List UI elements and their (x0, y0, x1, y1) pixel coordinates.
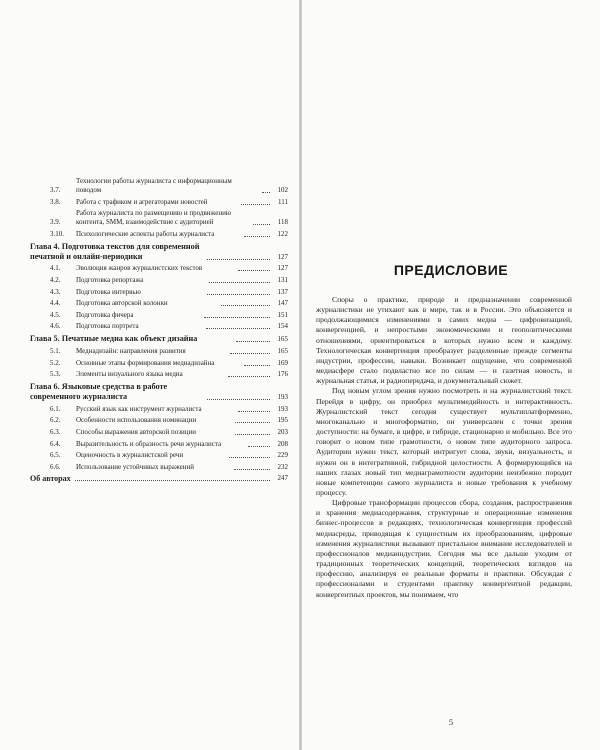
toc-row-page: 122 (277, 229, 288, 238)
table-of-contents (30, 177, 288, 486)
toc-row-number: 4.4. (50, 299, 61, 308)
chapter-title: Глава 5. Печатные медиа как объект дизайна (30, 334, 198, 344)
toc-row-page: 131 (277, 275, 288, 284)
toc-row[interactable] (30, 322, 288, 331)
right-page (302, 0, 600, 750)
toc-row[interactable] (30, 299, 288, 308)
toc-row-title: Использование устойчивых выражений (76, 462, 194, 471)
toc-row[interactable] (30, 451, 288, 460)
chapter-title: Глава 6. Языковые средства в работе современного журналиста (30, 382, 168, 402)
toc-row-title: Русский язык как инструмент журналиста (76, 404, 202, 413)
toc-row[interactable] (30, 276, 288, 285)
toc-row-title: Медиадизайн: направления развития (76, 346, 186, 355)
preface-paragraph: Под новым углом зрения нужно посмотреть и на журналистский текст. Перейдя в цифру, он приобрел мультимедийность и интерактивность. Журналистский текст сегодня существует мультиплатформенно, многоканально и многоформатно, он универсален с точки зрения доступности: на бумаге, в цифре, в гибриде, стационарно и мобильно. Все это говорит о новом типе грамотности, о новом типе аудиторного запроса. Аудитории нужен текст, который интригует слова, звуки, визуальность, и нужен он в интегративной, гибридной целостности. А формирующийся на наших глазах новый тип медиаграмотности аудитории неизбежно породит новые компетенции самого журналиста и новые требования к учебному процессу. (316, 386, 572, 497)
toc-row-title: Технологии работы журналиста с информационным поводом (76, 177, 232, 194)
toc-row-title: Выразительность и образность речи журналиста (76, 439, 222, 448)
toc-row[interactable] (30, 440, 288, 449)
toc-row-title: Работа с трафиком и агрегаторами новостей (76, 197, 208, 206)
toc-row-title: Подготовка авторской колонки (76, 299, 168, 308)
toc-row[interactable] (30, 230, 288, 239)
toc-row-number: 6.6. (50, 462, 61, 471)
toc-row-number: 4.5. (50, 310, 61, 319)
chapter-title: Глава 4. Подготовка текстов для современной печатной и онлайн-периодики (30, 241, 200, 261)
toc-row-number: 6.5. (50, 451, 61, 460)
toc-row-title: Элементы визуального языка медиа (76, 370, 183, 379)
toc-row-page: 195 (277, 416, 288, 425)
toc-row-number: 3.8. (50, 197, 61, 206)
toc-chapter-5[interactable] (30, 334, 288, 344)
toc-row-title: Подготовка фичера (76, 310, 134, 319)
toc-row[interactable] (30, 416, 288, 425)
toc-row-title: Работа журналиста по размещению и продвижению контента, SMM, взаимодействие с аудиторией (76, 209, 232, 227)
toc-row-page: 193 (277, 404, 288, 413)
toc-row-number: 4.1. (50, 264, 61, 273)
toc-row-number: 5.3. (50, 370, 61, 379)
toc-row-number: 5.2. (50, 358, 61, 367)
preface-paragraph: Цифровые трансформации процессов сбора, создания, распространения и хранения медиасодержания, структурные и операционные изменения бизнес-процессов в редакциях, технологическая конвергенция профессий медиасреды, приводящая к сущностным их преобразованиям, цифровые изменения журналистики вызывают пристальное внимание исследователей и профессионалов медиаиндустрии. Сегодня мы все дальше уходим от традиционных теоретических концепций, теоретических взглядов на профессию, анализируя ее реальные форматы и практики. Обсуждая с профессионалами и студентами практику конвергентной редакции, конвергентных проектов, мы понимаем, что (316, 498, 572, 599)
toc-row-page: 208 (277, 439, 289, 448)
toc-chapter-6[interactable] (30, 382, 288, 402)
toc-row-number: 3.7. (50, 186, 61, 194)
left-page (0, 0, 299, 750)
toc-row-page: 203 (277, 427, 288, 436)
toc-row[interactable] (30, 311, 288, 320)
toc-row[interactable] (30, 209, 288, 227)
toc-row-page: 127 (277, 264, 289, 273)
toc-row[interactable] (30, 359, 288, 368)
toc-row-page: 137 (277, 287, 288, 296)
toc-row-title: Особенности использования номинации (76, 416, 197, 425)
preface-body (316, 295, 572, 600)
toc-row[interactable] (30, 463, 288, 472)
authors-page: 247 (277, 474, 288, 483)
toc-row[interactable] (30, 347, 288, 356)
toc-row-title: Подготовка репортажа (76, 275, 144, 284)
toc-row-page: 111 (278, 197, 288, 206)
toc-row[interactable] (30, 370, 288, 379)
toc-row-title: Подготовка портрета (76, 322, 139, 331)
toc-row-page: 176 (277, 370, 288, 379)
authors-title: Об авторах (30, 474, 71, 484)
toc-row-number: 4.6. (50, 322, 61, 331)
toc-row-number: 5.1. (50, 346, 61, 355)
chapter-page: 165 (277, 335, 288, 344)
toc-row-title: Эволюция жанров журналистских текстов (76, 264, 203, 273)
toc-row-page: 102 (277, 186, 288, 194)
toc-row-page: 147 (277, 299, 289, 308)
toc-row[interactable] (30, 264, 288, 273)
toc-row-number: 6.2. (50, 416, 61, 425)
toc-row-title: Основные этапы формирования медиадизайна (76, 358, 215, 367)
toc-row-number: 3.9. (50, 218, 61, 227)
preface-paragraph: Споры о практике, природе и предназначении современной журналистики не утихают как в мире, так и в России. Это объясняется и продолжающимися изменениями в самих медиа — цифровизацией, конвергенцией, и непростыми экономическими и геополитическими отношениями, ориентироваться в которых нужно всем и каждому. Технологическая конвергенция преобразует разделенные прежде сегменты индустрии, профессии, навыки. Возникает ощущение, что современной медиасфере стало подвластно все по силам — и газетная новость, и журнальная статья, и радиопередача, и документальный сюжет. (316, 295, 572, 386)
toc-row-page: 151 (277, 310, 288, 319)
toc-chapter-4[interactable] (30, 242, 288, 262)
toc-row-number: 6.4. (50, 439, 61, 448)
toc-row-number: 6.3. (50, 427, 61, 436)
toc-row[interactable] (30, 288, 288, 297)
toc-row-number: 4.3. (50, 287, 61, 296)
page-number: 5 (449, 718, 453, 727)
toc-row[interactable] (30, 428, 288, 437)
toc-row-page: 232 (277, 462, 289, 471)
chapter-page: 193 (277, 393, 288, 402)
toc-row-page: 154 (277, 322, 289, 331)
toc-row[interactable] (30, 405, 288, 414)
toc-row-number: 4.2. (50, 275, 61, 284)
chapter-page: 127 (277, 252, 288, 261)
toc-row-title: Оценочность в журналистской речи (76, 451, 184, 460)
toc-authors[interactable] (30, 474, 288, 483)
toc-row-number: 6.1. (50, 404, 61, 413)
toc-row-page: 169 (277, 358, 289, 367)
toc-row-page: 118 (277, 218, 288, 227)
toc-row[interactable] (30, 198, 288, 207)
toc-row-number: 3.10. (50, 229, 64, 238)
toc-row[interactable] (30, 177, 288, 195)
toc-row-page: 229 (277, 451, 289, 460)
toc-row-title: Способы выражения авторской позиции (76, 427, 196, 436)
preface-title: ПРЕДИСЛОВИЕ (393, 262, 509, 278)
toc-row-title: Подготовка интервью (76, 287, 141, 296)
toc-row-title: Психологические аспекты работы журналиста (76, 229, 215, 238)
toc-row-page: 165 (277, 346, 289, 355)
